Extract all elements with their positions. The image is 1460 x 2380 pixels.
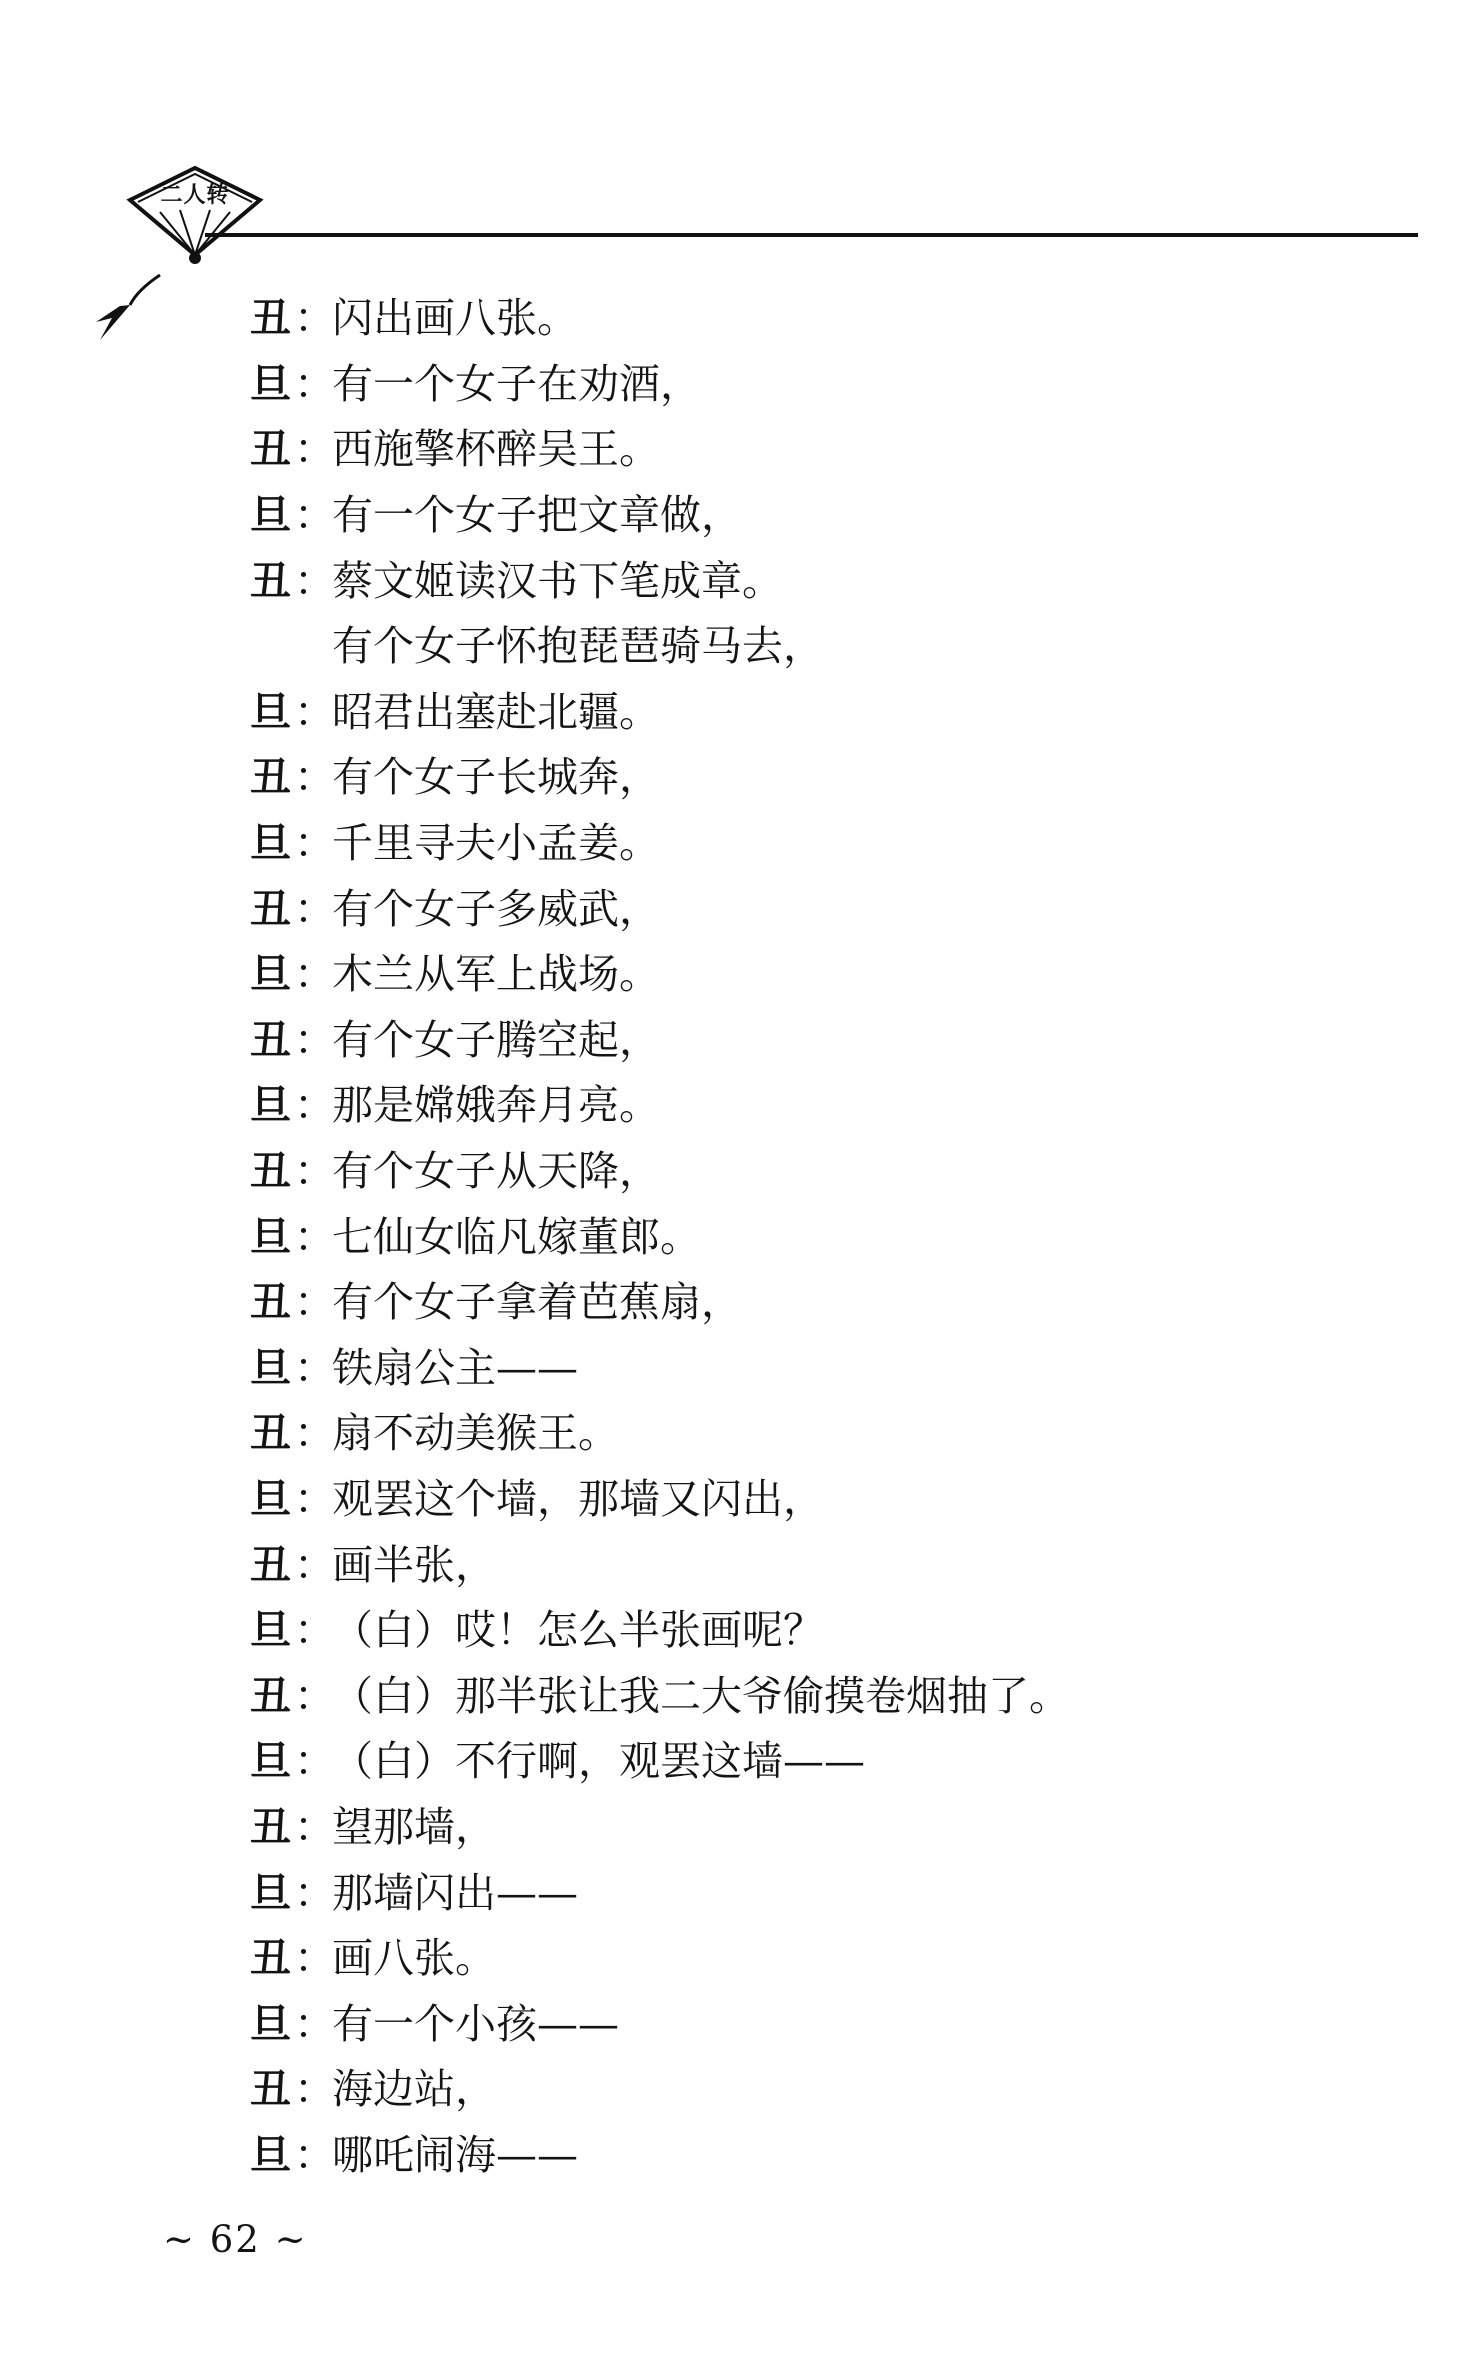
- line-text: 铁扇公主——: [332, 1343, 578, 1392]
- dialogue-line: [250, 1725, 1300, 1791]
- line-text: 海边站，: [332, 2065, 496, 2114]
- line-text: 望那墙，: [332, 1802, 496, 1851]
- line-text: 有一个女子在劝酒，: [332, 359, 701, 408]
- speaker: 旦: [250, 1212, 291, 1261]
- dialogue-line: [250, 1397, 1300, 1463]
- speaker: 旦: [250, 950, 291, 999]
- dialogue-line: [250, 1266, 1300, 1332]
- colon: ：: [294, 1081, 335, 1130]
- speaker: 旦: [250, 1343, 291, 1392]
- line-text: 闪出画八张。: [332, 294, 578, 343]
- colon: ：: [294, 1606, 335, 1655]
- colon: ：: [294, 1671, 335, 1720]
- colon: ：: [294, 1147, 335, 1196]
- line-text: 画半张，: [332, 1540, 496, 1589]
- line-text: （白）那半张让我二大爷偷摸卷烟抽了。: [332, 1671, 1070, 1720]
- colon: ：: [294, 2130, 335, 2179]
- dialogue-line: [250, 1659, 1300, 1725]
- line-text: （白）不行啊，观罢这墙——: [332, 1737, 865, 1786]
- colon: ：: [294, 1868, 335, 1917]
- speaker: 丑: [250, 2065, 291, 2114]
- speaker: 丑: [250, 425, 291, 474]
- dialogue-line: [250, 1594, 1300, 1660]
- line-text: 七仙女临凡嫁董郎。: [332, 1212, 701, 1261]
- emblem-label: 二人转: [160, 182, 230, 208]
- line-text: （白）哎！怎么半张画呢？: [332, 1606, 824, 1655]
- dialogue-line: [250, 2119, 1300, 2185]
- line-text: 西施擎杯醉吴王。: [332, 425, 660, 474]
- speaker: 旦: [250, 819, 291, 868]
- speaker: 旦: [250, 1474, 291, 1523]
- colon: ：: [294, 1409, 335, 1458]
- dialogue-line: [250, 872, 1300, 938]
- speaker: 旦: [250, 491, 291, 540]
- colon: ：: [294, 1999, 335, 2048]
- colon: ：: [294, 1343, 335, 1392]
- dialogue-line: [250, 1463, 1300, 1529]
- line-text: 有个女子腾空起，: [332, 1015, 660, 1064]
- dialogue-line: [250, 282, 1300, 348]
- dialogue-line: [250, 1791, 1300, 1857]
- speaker: 旦: [250, 359, 291, 408]
- dialogue-line: [250, 2053, 1300, 2119]
- dialogue-line: [250, 1856, 1300, 1922]
- colon: ：: [294, 359, 335, 408]
- colon: ：: [294, 1540, 335, 1589]
- fan-emblem-icon: [120, 160, 270, 280]
- dialogue-line: [250, 1004, 1300, 1070]
- dialogue-line: [250, 1135, 1300, 1201]
- colon: ：: [294, 884, 335, 933]
- speaker: 丑: [250, 1540, 291, 1589]
- speaker: 丑: [250, 753, 291, 802]
- colon: ：: [294, 1802, 335, 1851]
- colon: ：: [294, 687, 335, 736]
- colon: ：: [294, 294, 335, 343]
- colon: ：: [294, 753, 335, 802]
- speaker: 旦: [250, 1999, 291, 2048]
- colon: ：: [294, 1737, 335, 1786]
- line-text: 观罢这个墙，那墙又闪出，: [332, 1474, 824, 1523]
- colon: ：: [294, 950, 335, 999]
- colon: ：: [294, 819, 335, 868]
- dialogue-line: [250, 1987, 1300, 2053]
- line-text: 扇不动美猴王。: [332, 1409, 619, 1458]
- speaker: 丑: [250, 1278, 291, 1327]
- dialogue-line: [250, 807, 1300, 873]
- line-text: 有个女子多威武，: [332, 884, 660, 933]
- line-text: 有个女子拿着芭蕉扇，: [332, 1278, 742, 1327]
- colon: ：: [294, 556, 335, 605]
- dialogue-line: [250, 1069, 1300, 1135]
- dialogue-line: [250, 1332, 1300, 1398]
- dialogue-line: [250, 1528, 1300, 1594]
- dialogue-line: [250, 676, 1300, 742]
- speaker: 旦: [250, 1737, 291, 1786]
- colon: ：: [294, 491, 335, 540]
- speaker: 旦: [250, 1868, 291, 1917]
- line-text: 有个女子怀抱琵琶骑马去，: [332, 622, 824, 671]
- dialogue-line: [250, 544, 1300, 610]
- dialogue-line: [250, 1922, 1300, 1988]
- speaker: 丑: [250, 294, 291, 343]
- dialogue-line-continuation: [250, 610, 1300, 676]
- line-text: 蔡文姬读汉书下笔成章。: [332, 556, 783, 605]
- tassel-icon: [90, 270, 180, 350]
- speaker: 丑: [250, 1015, 291, 1064]
- line-text: 木兰从军上战场。: [332, 950, 660, 999]
- dialogue-line: [250, 741, 1300, 807]
- colon: ：: [294, 2065, 335, 2114]
- line-text: 千里寻夫小孟姜。: [332, 819, 660, 868]
- speaker: 丑: [250, 1147, 291, 1196]
- colon: ：: [294, 425, 335, 474]
- speaker: 丑: [250, 556, 291, 605]
- line-text: 有个女子长城奔，: [332, 753, 660, 802]
- dialogue-line: [250, 413, 1300, 479]
- dialogue-list: [250, 282, 1300, 2184]
- colon: ：: [294, 1278, 335, 1327]
- page-number: ~ 62 ~: [163, 2218, 308, 2261]
- line-text: 画八张。: [332, 1934, 496, 1983]
- line-text: 哪吒闹海——: [332, 2130, 578, 2179]
- line-text: 有个女子从天降，: [332, 1147, 660, 1196]
- speaker: 丑: [250, 1409, 291, 1458]
- speaker: 丑: [250, 1671, 291, 1720]
- colon: ：: [294, 1015, 335, 1064]
- line-text: 有一个小孩——: [332, 1999, 619, 2048]
- speaker: 丑: [250, 884, 291, 933]
- header-rule: [205, 233, 1418, 237]
- colon: ：: [294, 1474, 335, 1523]
- line-text: 那是嫦娥奔月亮。: [332, 1081, 660, 1130]
- speaker: 旦: [250, 1081, 291, 1130]
- line-text: 昭君出塞赴北疆。: [332, 687, 660, 736]
- dialogue-line: [250, 479, 1300, 545]
- dialogue-line: [250, 938, 1300, 1004]
- line-text: 有一个女子把文章做，: [332, 491, 742, 540]
- speaker: 丑: [250, 1802, 291, 1851]
- speaker: 旦: [250, 687, 291, 736]
- colon: ：: [294, 1212, 335, 1261]
- line-text: 那墙闪出——: [332, 1868, 578, 1917]
- dialogue-line: [250, 1200, 1300, 1266]
- dialogue-line: [250, 348, 1300, 414]
- speaker: 旦: [250, 1606, 291, 1655]
- colon: ：: [294, 1934, 335, 1983]
- speaker: 旦: [250, 2130, 291, 2179]
- speaker: 丑: [250, 1934, 291, 1983]
